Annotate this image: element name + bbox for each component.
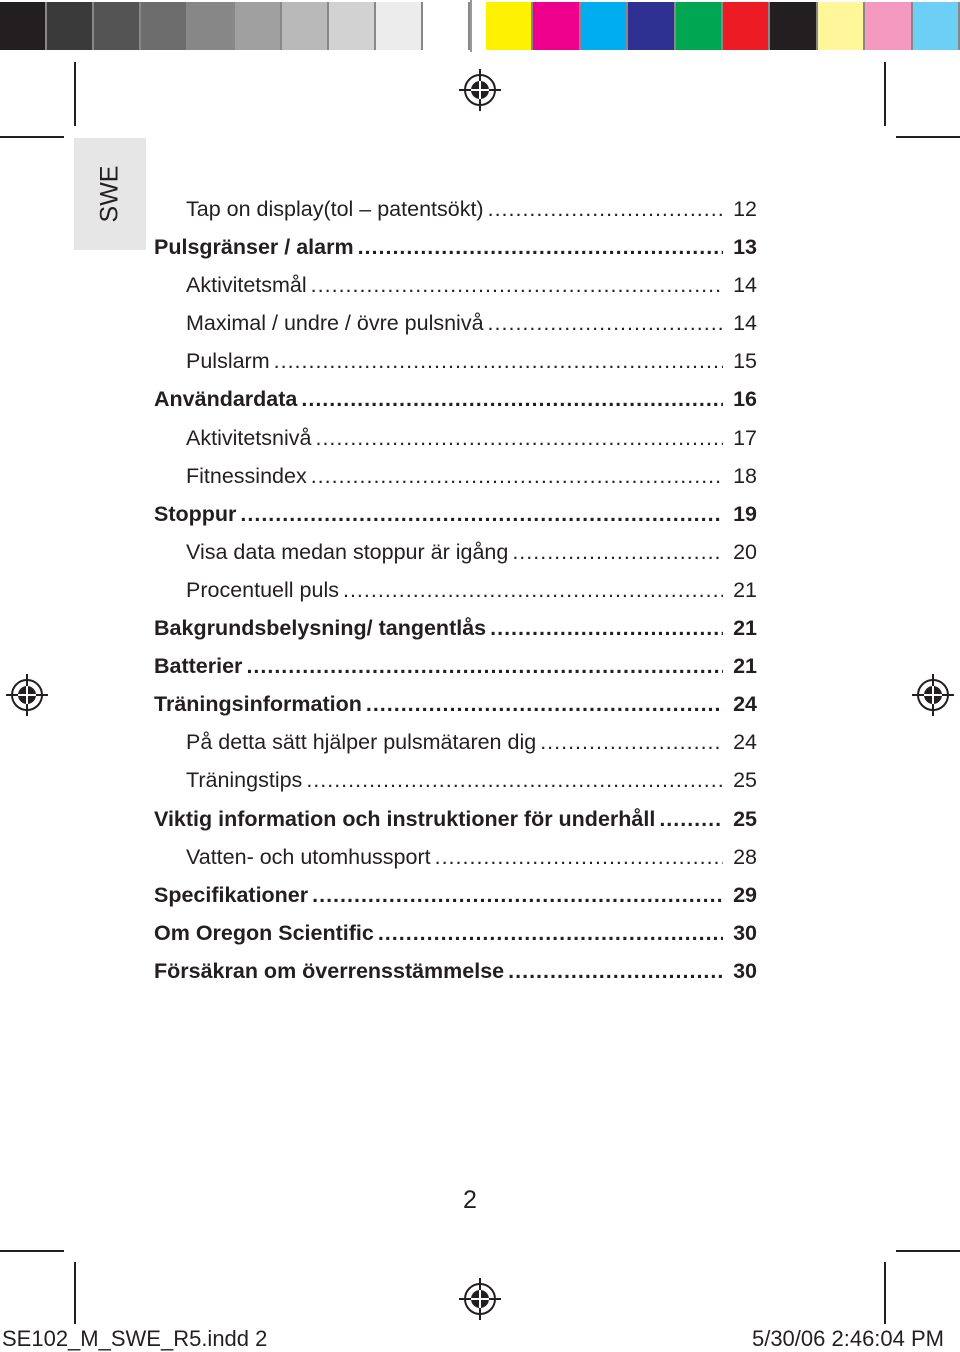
toc-entry-page: 24 [733, 730, 757, 755]
toc-entry[interactable] [154, 952, 757, 990]
color-swatch [486, 2, 533, 50]
page-number: 2 [463, 1186, 477, 1214]
toc-entry[interactable] [154, 419, 757, 457]
crop-mark [0, 136, 64, 138]
toc-entry-page: 20 [733, 539, 757, 564]
crop-mark [74, 1262, 76, 1324]
dot-leader [358, 228, 723, 266]
dot-leader [488, 304, 723, 342]
toc-entry-page: 30 [733, 958, 757, 983]
dot-leader [311, 457, 723, 495]
dot-leader [540, 723, 723, 761]
gray-swatch [235, 2, 282, 50]
gray-swatch [329, 2, 376, 50]
toc-entry-page: 13 [733, 235, 757, 260]
gray-swatch [141, 2, 188, 50]
toc-entry[interactable] [154, 723, 757, 761]
gray-swatch [47, 2, 94, 50]
color-swatch [913, 2, 960, 50]
dot-leader [311, 266, 723, 304]
dot-leader [312, 876, 723, 914]
toc-entry[interactable] [154, 609, 757, 647]
crop-mark [0, 1250, 64, 1252]
dot-leader [490, 609, 723, 647]
color-swatch [770, 2, 817, 50]
gray-swatch [94, 2, 141, 50]
toc-entry-title: Procentuell puls [186, 577, 339, 602]
toc-entry-page: 25 [733, 768, 757, 793]
toc-entry[interactable] [154, 304, 757, 342]
toc-entry-title: Träningstips [186, 768, 303, 793]
registration-mark-icon [459, 69, 501, 111]
color-swatch [676, 2, 723, 50]
dot-leader [512, 533, 723, 571]
color-swatch [581, 2, 628, 50]
gray-calibration-bar [0, 0, 472, 52]
gray-swatch [376, 2, 423, 50]
toc-entry[interactable] [154, 495, 757, 533]
toc-entry-page: 21 [733, 616, 757, 641]
toc-entry-page: 16 [733, 387, 757, 412]
toc-entry[interactable] [154, 190, 757, 228]
dot-leader [343, 571, 723, 609]
color-swatch [533, 2, 580, 50]
toc-entry[interactable] [154, 266, 757, 304]
toc-entry-title: Viktig information och instruktioner för underhåll [154, 806, 656, 831]
toc-entry[interactable] [154, 457, 757, 495]
toc-entry-title: Bakgrundsbelysning/ tangentlås [154, 616, 487, 641]
color-calibration-bar [486, 0, 960, 52]
toc-entry-title: På detta sätt hjälper pulsmätaren dig [186, 730, 537, 755]
color-swatch [818, 2, 865, 50]
dot-leader [246, 647, 723, 685]
toc-entry-title: Aktivitetsmål [186, 273, 307, 298]
gray-swatch [0, 2, 47, 50]
crop-mark [884, 62, 886, 126]
gray-swatch [282, 2, 329, 50]
toc-entry[interactable] [154, 342, 757, 380]
toc-entry-page: 18 [733, 463, 757, 488]
dot-leader [659, 800, 723, 838]
toc-entry-title: Träningsinformation [154, 692, 362, 717]
toc-entry-title: Specifikationer [154, 882, 309, 907]
toc-entry-page: 15 [733, 349, 757, 374]
toc-entry[interactable] [154, 571, 757, 609]
dot-leader [240, 495, 723, 533]
toc-entry[interactable] [154, 685, 757, 723]
toc-entry-page: 19 [733, 501, 757, 526]
toc-entry[interactable] [154, 838, 757, 876]
registration-mark-icon [6, 674, 48, 716]
registration-mark-icon [912, 674, 954, 716]
footer-file-name: SE102_M_SWE_R5.indd 2 [2, 1326, 268, 1351]
color-swatch [865, 2, 912, 50]
crop-mark [884, 1262, 886, 1324]
crop-mark [896, 136, 960, 138]
dot-leader [274, 342, 723, 380]
toc-entry[interactable] [154, 876, 757, 914]
toc-entry[interactable] [154, 800, 757, 838]
toc-entry-page: 29 [733, 882, 757, 907]
toc-entry[interactable] [154, 533, 757, 571]
toc-entry-page: 30 [733, 920, 757, 945]
toc-entry-page: 14 [733, 273, 757, 298]
toc-entry-page: 21 [733, 654, 757, 679]
dot-leader [378, 914, 723, 952]
toc-entry-title: Batterier [154, 654, 243, 679]
toc-entry-title: Tap on display(tol – patentsökt) [186, 197, 484, 221]
toc-entry-page: 21 [733, 577, 757, 602]
toc-entry[interactable] [154, 761, 757, 799]
dot-leader [488, 190, 723, 228]
toc-entry-page: 28 [733, 844, 757, 869]
gray-swatch [188, 2, 235, 50]
language-tab-label: SWE [95, 165, 124, 223]
toc-entry-title: Aktivitetsnivå [186, 425, 312, 450]
language-tab [74, 138, 146, 250]
dot-leader [315, 419, 723, 457]
dot-leader [435, 838, 723, 876]
toc-entry-page: 14 [733, 311, 757, 336]
table-of-contents [154, 190, 757, 990]
toc-entry-page: 17 [733, 425, 757, 450]
dot-leader [366, 685, 723, 723]
color-swatch [723, 2, 770, 50]
toc-entry-title: Maximal / undre / övre pulsnivå [186, 311, 484, 336]
dot-leader [306, 761, 723, 799]
toc-entry-page: 12 [733, 197, 757, 221]
toc-entry[interactable] [154, 647, 757, 685]
toc-entry[interactable] [154, 914, 757, 952]
toc-entry-page: 25 [733, 806, 757, 831]
gray-swatch [423, 2, 470, 50]
toc-entry-title: Stoppur [154, 501, 237, 526]
crop-mark [74, 62, 76, 126]
color-swatch [628, 2, 675, 50]
toc-entry[interactable] [154, 380, 757, 418]
toc-entry-title: Försäkran om överrensstämmelse [154, 958, 505, 983]
dot-leader [508, 952, 723, 990]
registration-mark-icon [459, 1278, 501, 1320]
toc-entry-title: Pulslarm [186, 349, 270, 374]
toc-entry-title: Användardata [154, 387, 298, 412]
toc-entry-title: Pulsgränser / alarm [154, 235, 354, 260]
toc-entry-title: Om Oregon Scientific [154, 920, 374, 945]
crop-mark [896, 1250, 960, 1252]
toc-entry-title: Vatten- och utomhussport [186, 844, 431, 869]
toc-entry[interactable] [154, 228, 757, 266]
toc-entry-title: Fitnessindex [186, 463, 307, 488]
toc-entry-page: 24 [733, 692, 757, 717]
toc-entry-title: Visa data medan stoppur är igång [186, 539, 509, 564]
dot-leader [301, 380, 723, 418]
footer-timestamp: 5/30/06 2:46:04 PM [751, 1326, 944, 1351]
